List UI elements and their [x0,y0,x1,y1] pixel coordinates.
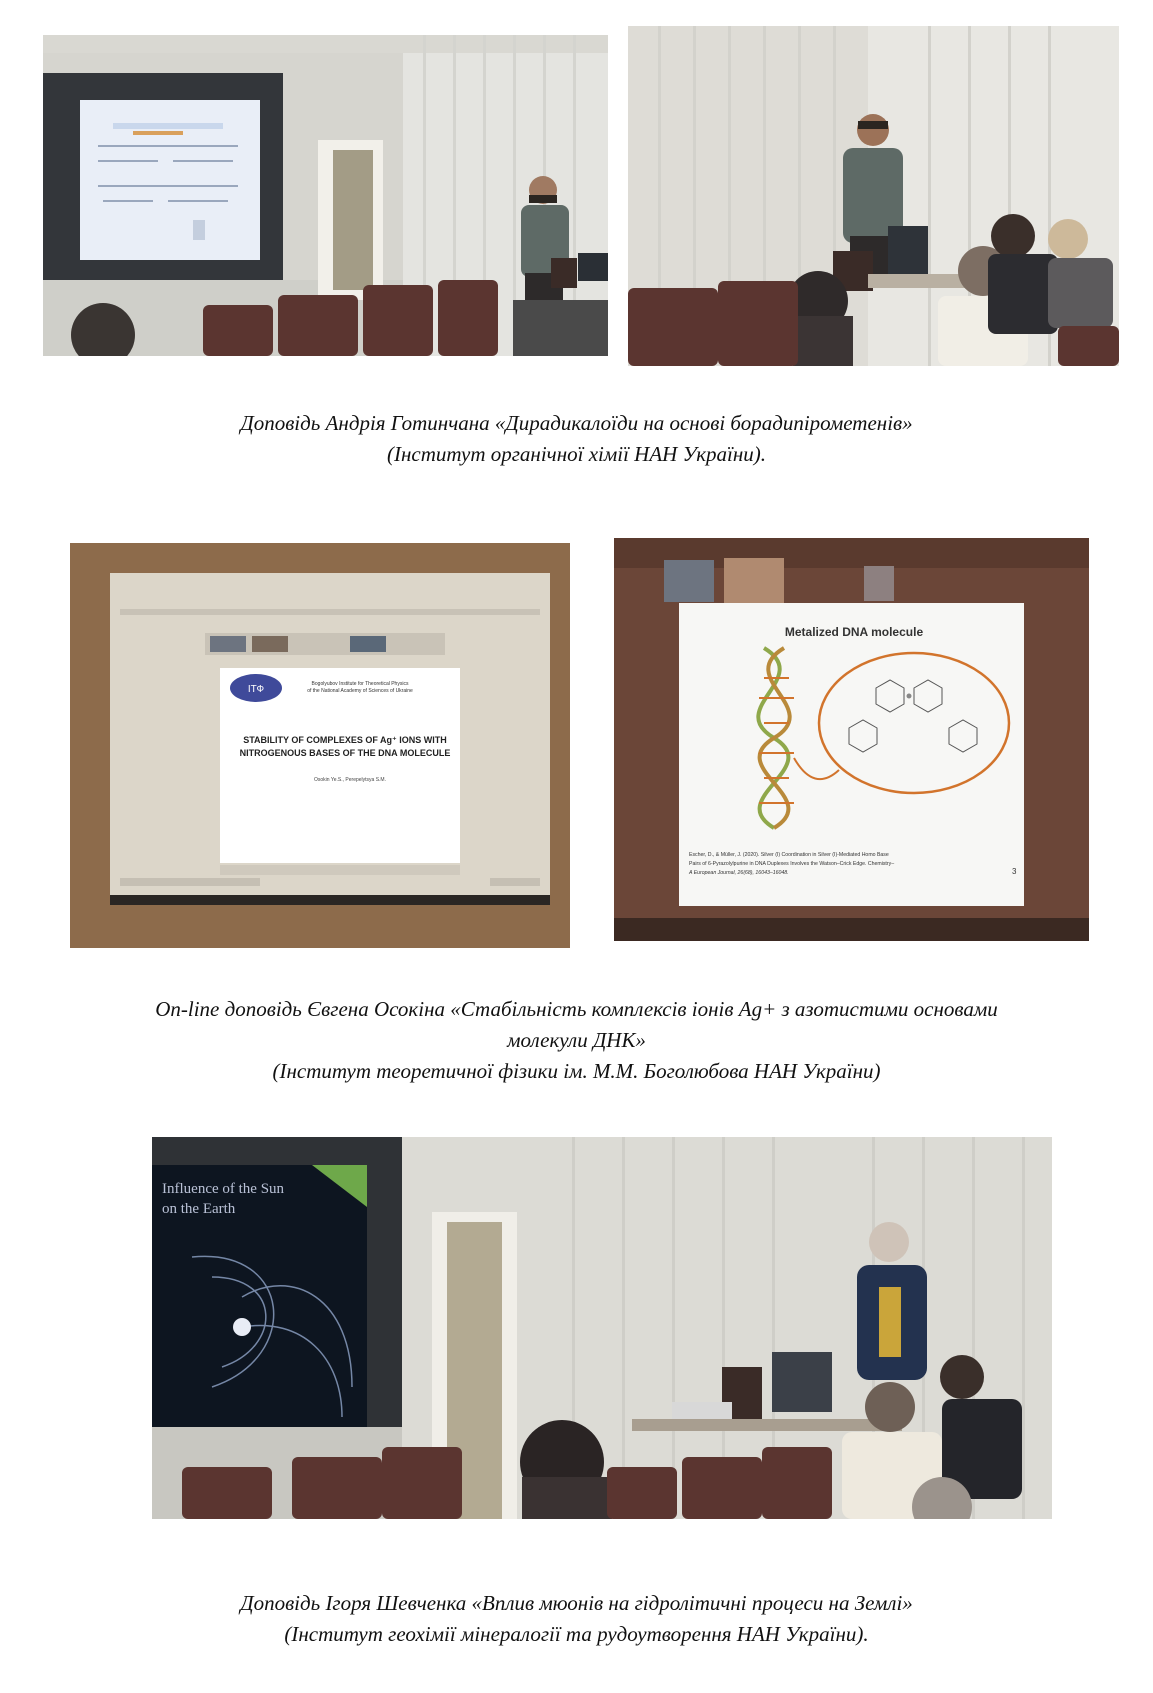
caption-gotynchan [0,408,1153,470]
caption-gotynchan-institute: (Інститут органічної хімії НАН України). [386,442,767,466]
slide-stability-institute-2: of the National Academy of Sciences of Ukraine [307,688,413,694]
slide-stability-title-2: NITROGENOUS BASES OF THE DNA MOLECULE [239,748,451,758]
slide-dna-ref-1: Escher, D., & Müller, J. (2020). Silver (I) Coordination in Silver (I)-Mediated Homo Base [689,852,889,858]
photo-online-slide-1 [70,543,570,948]
slide-stability-title-1: STABILITY OF COMPLEXES OF Ag⁺ IONS WITH [243,735,447,745]
caption-osokin-title-1: On-line доповідь Євгена Осокіна «Стабільність комплексів іонів Ag+ з азотистими основами [155,997,998,1021]
caption-osokin-institute: (Інститут теоретичної фізики ім. М.М. Боголюбова НАН України) [272,1059,881,1083]
caption-shevchenko [0,1588,1153,1650]
svg-text:ІТФ: ІТФ [247,684,265,695]
slide-stability-institute-1: Bogolyubov Institute for Theoretical Physics [311,681,409,687]
caption-gotynchan-title: Доповідь Андрія Готинчана «Дирадикалоїди на основі борадипірометенів» [240,411,913,435]
slide-dna-ref-3: A European Journal, 26(68), 16043–16048. [689,870,789,876]
slide-sun-title-1: Influence of the Sun [162,1181,285,1197]
slide-dna-page-number: 3 [1012,867,1017,876]
caption-shevchenko-institute: (Інститут геохімії мінералогії та рудоутворення НАН України). [284,1622,869,1646]
slide-dna-ref-2: Pairs of 6-Pyrazolylpurine in DNA Duplexes Involves the Watson–Crick Edge. Chemistry– [689,861,895,867]
slide-stability-authors: Osokin Ye.S., Perepelytsya S.M. [314,777,386,783]
photo-online-slide-dna [614,538,1089,941]
photo-presentation-hall-2 [628,26,1119,366]
photo-presentation-hall-3 [152,1137,1052,1519]
photo-presentation-hall-1 [43,35,608,356]
caption-shevchenko-title: Доповідь Ігоря Шевченка «Вплив мюонів на гідролітичні процеси на Землі» [240,1591,913,1615]
slide-sun-title-2: on the Earth [162,1201,236,1217]
slide-dna-title: Metalized DNA molecule [784,625,924,639]
caption-osokin [0,994,1153,1087]
caption-osokin-title-2: молекули ДНК» [507,1028,646,1052]
